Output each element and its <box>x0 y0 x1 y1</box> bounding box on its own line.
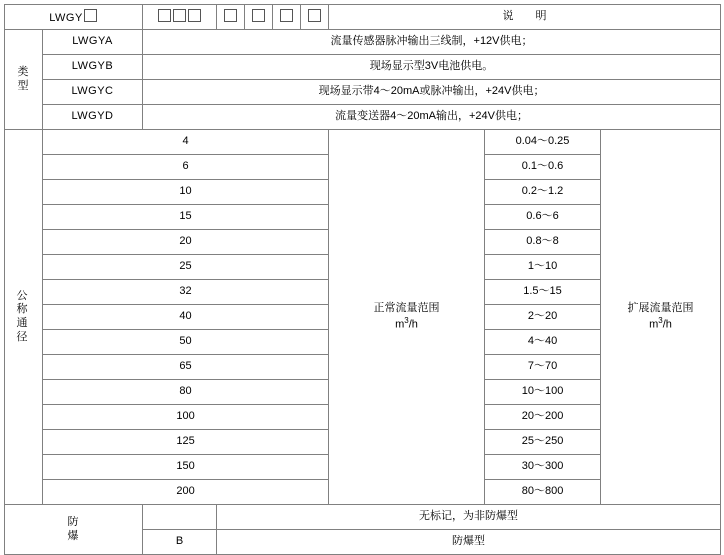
checkbox-square-icon <box>308 9 321 22</box>
explosion-label-char: 爆 <box>67 529 80 542</box>
normal-range-value-cell: 0.8～8 <box>485 230 601 255</box>
normal-range-value-cell: 2～20 <box>485 305 601 330</box>
extend-range-label: 扩展流量范围 <box>627 301 694 314</box>
diameter-value-cell: 100 <box>43 405 329 430</box>
type-desc-cell: 现场显示型3V电池供电。 <box>143 55 721 80</box>
checkbox-square-icon <box>224 9 237 22</box>
table-row-model-header <box>5 5 721 30</box>
normal-range-value-cell: 0.6～6 <box>485 205 601 230</box>
normal-range-label: 正常流量范围 <box>373 301 440 314</box>
model-prefix-label: LWGY <box>49 11 83 24</box>
checkbox-square-icon <box>158 9 171 22</box>
normal-range-value-cell: 10～100 <box>485 380 601 405</box>
diameter-value-cell: 200 <box>43 480 329 505</box>
diameter-value-cell: 4 <box>43 130 329 155</box>
explosion-code-cell: B <box>143 530 217 555</box>
model-option-group-cell <box>143 5 217 30</box>
type-desc-cell: 现场显示带4～20mA或脉冲输出，+24V供电； <box>143 80 721 105</box>
diameter-value-cell: 32 <box>43 280 329 305</box>
diameter-value-cell: 125 <box>43 430 329 455</box>
extend-range-label-cell <box>601 130 721 505</box>
model-option-cell-2 <box>245 5 273 30</box>
diameter-value-cell: 25 <box>43 255 329 280</box>
explosion-label-cell <box>5 505 143 555</box>
diameter-value-cell: 10 <box>43 180 329 205</box>
diameter-label-cell <box>5 130 43 505</box>
normal-range-value-cell: 0.04～0.25 <box>485 130 601 155</box>
table-row-type-c <box>5 80 721 105</box>
checkbox-square-icon <box>84 9 97 22</box>
diameter-value-cell: 6 <box>43 155 329 180</box>
diameter-value-cell: 150 <box>43 455 329 480</box>
table-row-type-a <box>5 30 721 55</box>
normal-range-value-cell: 1.5～15 <box>485 280 601 305</box>
explosion-code-cell <box>143 505 217 530</box>
extend-range-unit: $m^3/h$ <box>649 315 672 331</box>
checkbox-square-icon <box>173 9 186 22</box>
diameter-label-char: 称 <box>16 303 31 316</box>
diameter-label-char: 公 <box>16 289 31 302</box>
normal-range-value-cell: 25～250 <box>485 430 601 455</box>
checkbox-square-icon <box>188 9 201 22</box>
normal-range-value-cell: 7～70 <box>485 355 601 380</box>
explosion-desc-cell: 无标记，为非防爆型 <box>217 505 721 530</box>
diameter-value-cell: 80 <box>43 380 329 405</box>
explosion-label-char: 防 <box>67 515 80 528</box>
table-row-type-d <box>5 105 721 130</box>
model-option-cell-1 <box>217 5 245 30</box>
type-desc-cell: 流量变送器4～20mA输出，+24V供电； <box>143 105 721 130</box>
normal-range-value-cell: 30～300 <box>485 455 601 480</box>
diameter-value-cell: 15 <box>43 205 329 230</box>
model-option-cell-3 <box>273 5 301 30</box>
spec-table-page <box>0 4 724 548</box>
table-row-type-b <box>5 55 721 80</box>
normal-range-value-cell: 80～800 <box>485 480 601 505</box>
normal-range-value-cell: 20～200 <box>485 405 601 430</box>
diameter-value-cell: 50 <box>43 330 329 355</box>
normal-range-value-cell: 1～10 <box>485 255 601 280</box>
diameter-value-cell: 65 <box>43 355 329 380</box>
explosion-desc-cell: 防爆型 <box>217 530 721 555</box>
diameter-label-char: 径 <box>16 330 31 343</box>
diameter-label-char: 通 <box>16 317 31 329</box>
type-label-cell <box>5 30 43 130</box>
checkbox-square-icon <box>280 9 293 22</box>
type-label-char: 类 <box>17 65 30 78</box>
type-code-cell: LWGYC <box>43 80 143 105</box>
type-desc-cell: 流量传感器脉冲输出三线制，+12V供电； <box>143 30 721 55</box>
normal-range-label-cell <box>329 130 485 505</box>
diameter-value-cell: 20 <box>43 230 329 255</box>
description-header-cell: 说 明 <box>329 5 721 30</box>
table-row-explosion-none <box>5 505 721 530</box>
model-prefix-cell <box>5 5 143 30</box>
checkbox-square-icon <box>252 9 265 22</box>
model-option-cell-4 <box>301 5 329 30</box>
diameter-value-cell: 40 <box>43 305 329 330</box>
type-code-cell: LWGYD <box>43 105 143 130</box>
normal-range-value-cell: 0.1～0.6 <box>485 155 601 180</box>
type-code-cell: LWGYB <box>43 55 143 80</box>
type-label-char: 型 <box>17 79 30 92</box>
normal-range-value-cell: 4～40 <box>485 330 601 355</box>
specification-table <box>4 4 721 555</box>
normal-range-value-cell: 0.2～1.2 <box>485 180 601 205</box>
table-row-diameter <box>5 130 721 155</box>
type-code-cell: LWGYA <box>43 30 143 55</box>
normal-range-unit: $m^3/h$ <box>395 315 418 331</box>
